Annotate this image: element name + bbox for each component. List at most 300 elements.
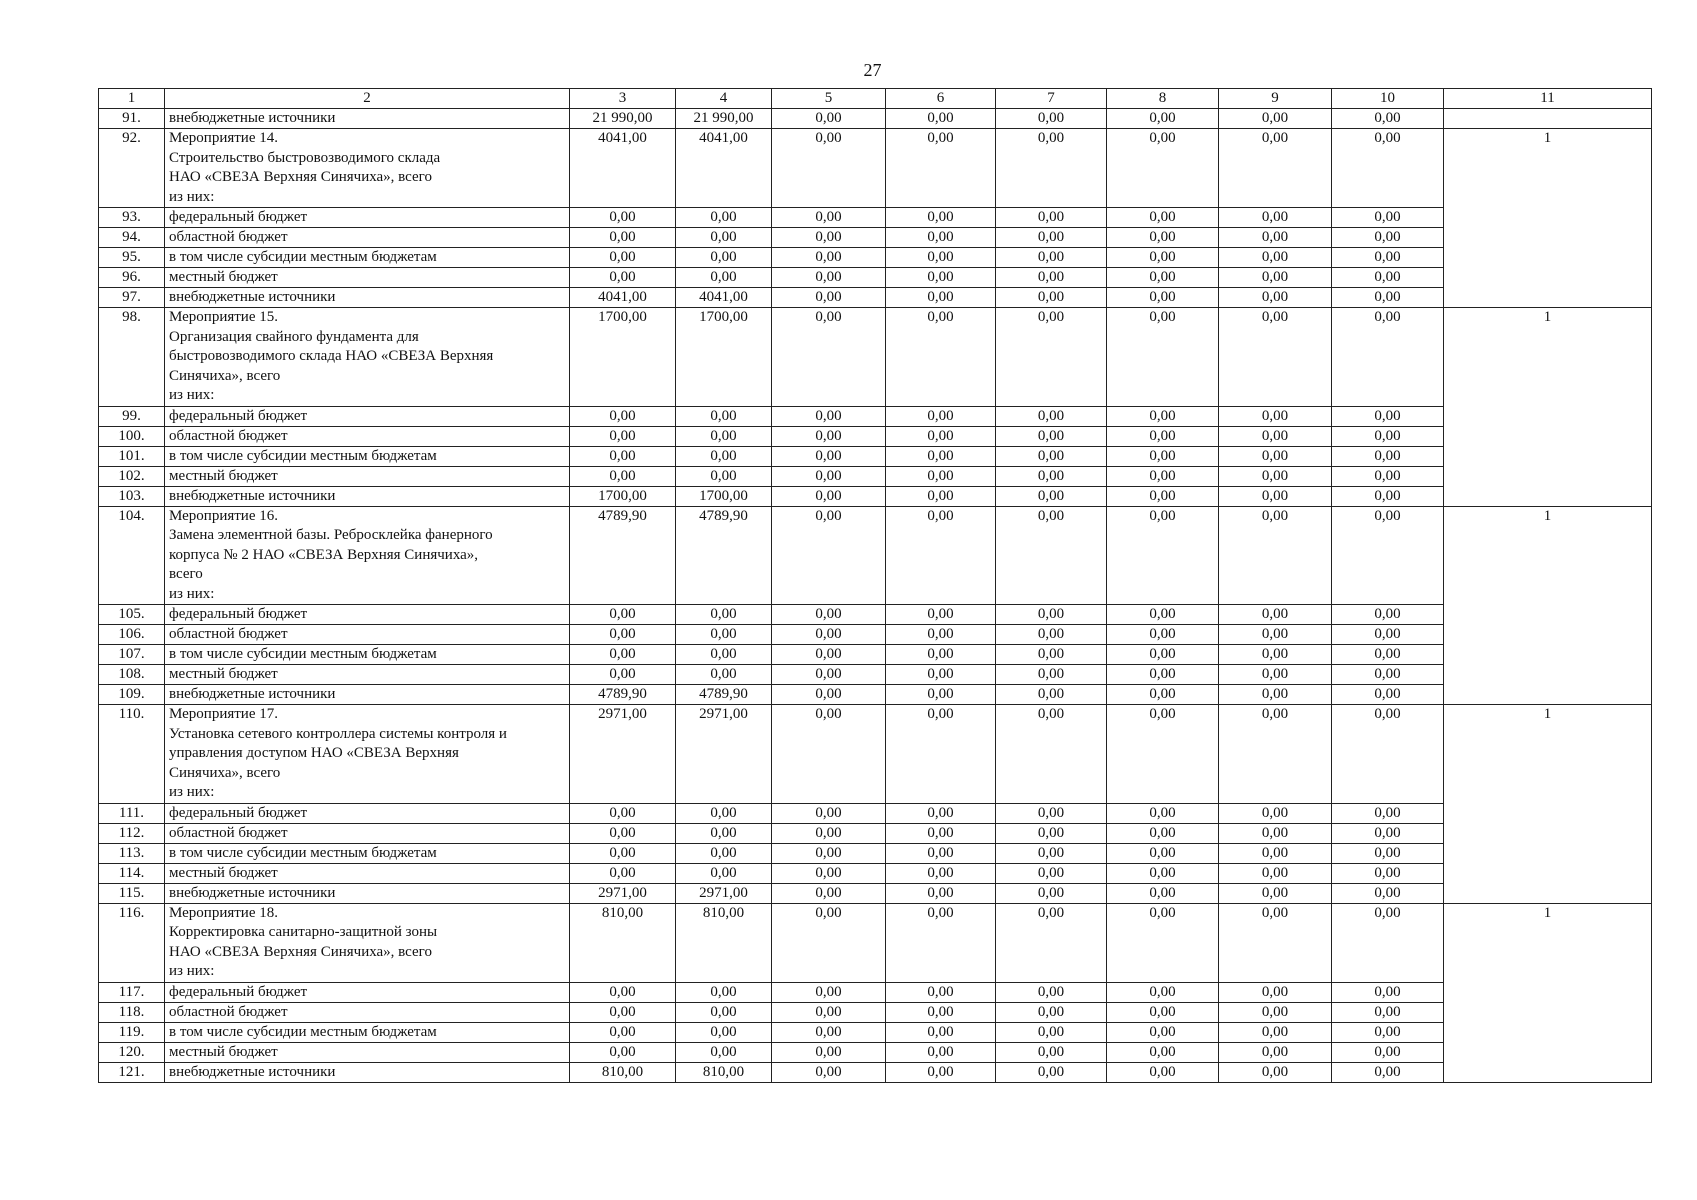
row-number: 96. — [99, 268, 165, 288]
value-cell: 0,00 — [886, 308, 996, 407]
value-cell: 0,00 — [570, 1042, 676, 1062]
value-cell: 0,00 — [1219, 982, 1332, 1002]
measure-description-line: Строительство быстровозводимого склада — [169, 149, 441, 166]
value-cell: 0,00 — [1107, 248, 1219, 268]
row-number: 116. — [99, 903, 165, 982]
column-header: 3 — [570, 89, 676, 109]
value-cell: 0,00 — [886, 406, 996, 426]
value-cell: 0,00 — [1219, 426, 1332, 446]
value-cell: 0,00 — [996, 486, 1107, 506]
value-cell: 0,00 — [1107, 863, 1219, 883]
row-name: в том числе субсидии местным бюджетам — [165, 248, 570, 268]
value-cell: 0,00 — [1219, 823, 1332, 843]
row-number: 117. — [99, 982, 165, 1002]
measure-description-line: НАО «СВЕЗА Верхняя Синячиха», всего — [169, 169, 432, 185]
value-cell: 0,00 — [772, 248, 886, 268]
value-cell: 4041,00 — [570, 129, 676, 208]
value-cell: 0,00 — [1107, 466, 1219, 486]
measure-description-line: Корректировка санитарно-защитной зоны — [169, 924, 438, 940]
value-cell: 0,00 — [996, 1062, 1107, 1082]
value-cell: 0,00 — [1332, 406, 1444, 426]
value-cell: 0,00 — [772, 406, 886, 426]
value-cell: 0,00 — [1332, 268, 1444, 288]
table-row — [99, 1022, 1652, 1042]
value-cell: 0,00 — [676, 982, 772, 1002]
value-cell: 0,00 — [1107, 883, 1219, 903]
value-cell: 0,00 — [570, 803, 676, 823]
value-cell: 0,00 — [772, 446, 886, 466]
value-cell: 0,00 — [996, 903, 1107, 982]
value-cell: 0,00 — [1332, 843, 1444, 863]
value-cell: 21 990,00 — [570, 109, 676, 129]
value-cell: 0,00 — [1107, 308, 1219, 407]
row-number: 108. — [99, 665, 165, 685]
table-row — [99, 1042, 1652, 1062]
row-number: 93. — [99, 208, 165, 228]
value-cell: 0,00 — [772, 426, 886, 446]
value-cell: 0,00 — [996, 109, 1107, 129]
table-row — [99, 883, 1652, 903]
value-cell: 0,00 — [772, 1022, 886, 1042]
page-number: 27 — [863, 60, 882, 80]
value-cell: 0,00 — [996, 705, 1107, 804]
value-cell: 0,00 — [996, 208, 1107, 228]
table-row — [99, 208, 1652, 228]
value-cell: 0,00 — [1332, 109, 1444, 129]
table-row — [99, 625, 1652, 645]
row-number: 119. — [99, 1022, 165, 1042]
row-number: 94. — [99, 228, 165, 248]
column-header: 1 — [99, 89, 165, 109]
value-cell: 0,00 — [1107, 1062, 1219, 1082]
value-cell: 0,00 — [676, 645, 772, 665]
budget-table — [98, 88, 1652, 1083]
value-cell: 0,00 — [1107, 406, 1219, 426]
col11-cell: 1 — [1444, 506, 1652, 705]
row-name: местный бюджет — [165, 268, 570, 288]
value-cell: 810,00 — [570, 903, 676, 982]
value-cell: 0,00 — [996, 665, 1107, 685]
value-cell: 0,00 — [1219, 486, 1332, 506]
value-cell: 0,00 — [996, 883, 1107, 903]
table-row — [99, 248, 1652, 268]
value-cell: 810,00 — [676, 1062, 772, 1082]
value-cell: 810,00 — [570, 1062, 676, 1082]
value-cell: 0,00 — [570, 446, 676, 466]
row-number: 120. — [99, 1042, 165, 1062]
value-cell: 0,00 — [886, 685, 996, 705]
value-cell: 0,00 — [772, 803, 886, 823]
value-cell: 0,00 — [676, 843, 772, 863]
value-cell: 4789,90 — [676, 685, 772, 705]
value-cell: 0,00 — [1107, 665, 1219, 685]
value-cell: 0,00 — [676, 1002, 772, 1022]
value-cell: 0,00 — [676, 466, 772, 486]
value-cell: 0,00 — [1332, 685, 1444, 705]
table-row — [99, 863, 1652, 883]
value-cell: 0,00 — [1219, 268, 1332, 288]
value-cell: 0,00 — [1332, 705, 1444, 804]
value-cell: 0,00 — [886, 625, 996, 645]
value-cell: 0,00 — [1107, 903, 1219, 982]
row-name: внебюджетные источники — [165, 883, 570, 903]
value-cell: 0,00 — [886, 466, 996, 486]
value-cell: 4041,00 — [676, 129, 772, 208]
measure-description-line: Установка сетевого контроллера системы контроля и — [169, 725, 507, 742]
row-name: внебюджетные источники — [165, 685, 570, 705]
value-cell: 0,00 — [996, 1022, 1107, 1042]
value-cell: 0,00 — [996, 625, 1107, 645]
column-header: 11 — [1444, 89, 1652, 109]
value-cell: 0,00 — [1107, 843, 1219, 863]
value-cell: 0,00 — [1332, 506, 1444, 605]
row-name: областной бюджет — [165, 228, 570, 248]
table-row — [99, 665, 1652, 685]
value-cell: 0,00 — [1107, 1022, 1219, 1042]
table-row — [99, 426, 1652, 446]
value-cell: 0,00 — [772, 705, 886, 804]
value-cell: 0,00 — [1332, 863, 1444, 883]
measure-description-line: Мероприятие 16. — [169, 507, 278, 524]
value-cell: 0,00 — [676, 208, 772, 228]
value-cell: 2971,00 — [676, 883, 772, 903]
value-cell: 810,00 — [676, 903, 772, 982]
value-cell: 0,00 — [996, 446, 1107, 466]
value-cell: 0,00 — [772, 268, 886, 288]
row-number: 113. — [99, 843, 165, 863]
value-cell: 0,00 — [772, 466, 886, 486]
measure-description-line: Синячиха», всего — [169, 367, 281, 384]
value-cell: 0,00 — [1107, 288, 1219, 308]
value-cell: 0,00 — [1219, 208, 1332, 228]
value-cell: 0,00 — [1332, 308, 1444, 407]
row-name: внебюджетные источники — [165, 109, 570, 129]
value-cell: 0,00 — [886, 605, 996, 625]
value-cell: 0,00 — [886, 288, 996, 308]
value-cell: 0,00 — [570, 1002, 676, 1022]
value-cell: 0,00 — [886, 705, 996, 804]
col11-cell: 1 — [1444, 129, 1652, 308]
value-cell: 0,00 — [886, 863, 996, 883]
row-number: 114. — [99, 863, 165, 883]
value-cell: 0,00 — [996, 685, 1107, 705]
value-cell: 0,00 — [1219, 605, 1332, 625]
value-cell: 0,00 — [1332, 426, 1444, 446]
measure-description-line: быстровозводимого склада НАО «СВЕЗА Верхняя — [169, 348, 494, 364]
value-cell: 0,00 — [996, 129, 1107, 208]
value-cell: 0,00 — [1107, 208, 1219, 228]
value-cell: 0,00 — [886, 228, 996, 248]
value-cell: 0,00 — [1332, 446, 1444, 466]
value-cell: 0,00 — [1332, 228, 1444, 248]
value-cell: 0,00 — [886, 903, 996, 982]
value-cell: 0,00 — [772, 129, 886, 208]
value-cell: 0,00 — [1219, 685, 1332, 705]
value-cell: 0,00 — [772, 685, 886, 705]
value-cell: 0,00 — [996, 843, 1107, 863]
value-cell: 0,00 — [676, 228, 772, 248]
value-cell: 0,00 — [1219, 1062, 1332, 1082]
value-cell: 0,00 — [1107, 1042, 1219, 1062]
value-cell: 0,00 — [772, 645, 886, 665]
value-cell: 0,00 — [772, 823, 886, 843]
measure-description-line: Замена элементной базы. Ребросклейка фанерного — [169, 527, 493, 543]
value-cell: 0,00 — [996, 823, 1107, 843]
value-cell: 2971,00 — [570, 883, 676, 903]
measure-row — [99, 129, 1652, 208]
value-cell: 0,00 — [772, 625, 886, 645]
measure-description — [165, 308, 570, 407]
value-cell: 0,00 — [886, 645, 996, 665]
value-cell: 0,00 — [570, 843, 676, 863]
measure-row — [99, 903, 1652, 982]
measure-description-line: Мероприятие 15. — [169, 309, 278, 325]
value-cell: 0,00 — [886, 1022, 996, 1042]
value-cell: 4041,00 — [676, 288, 772, 308]
row-number: 109. — [99, 685, 165, 705]
row-name: областной бюджет — [165, 625, 570, 645]
value-cell: 0,00 — [570, 605, 676, 625]
row-number: 118. — [99, 1002, 165, 1022]
row-number: 115. — [99, 883, 165, 903]
row-name: федеральный бюджет — [165, 982, 570, 1002]
value-cell: 0,00 — [1332, 248, 1444, 268]
value-cell: 0,00 — [886, 843, 996, 863]
value-cell: 0,00 — [772, 308, 886, 407]
value-cell: 0,00 — [1219, 288, 1332, 308]
value-cell: 0,00 — [772, 228, 886, 248]
row-name: внебюджетные источники — [165, 288, 570, 308]
value-cell: 1700,00 — [676, 486, 772, 506]
row-number: 111. — [99, 803, 165, 823]
value-cell: 0,00 — [1107, 268, 1219, 288]
value-cell: 0,00 — [886, 883, 996, 903]
value-cell: 0,00 — [1332, 129, 1444, 208]
value-cell: 0,00 — [1332, 1022, 1444, 1042]
measure-description-line: из них: — [169, 188, 215, 205]
value-cell: 0,00 — [886, 109, 996, 129]
value-cell: 0,00 — [676, 625, 772, 645]
col11-cell: 1 — [1444, 903, 1652, 1082]
value-cell: 0,00 — [1107, 506, 1219, 605]
value-cell: 0,00 — [1332, 903, 1444, 982]
value-cell: 0,00 — [886, 208, 996, 228]
value-cell: 0,00 — [1332, 625, 1444, 645]
value-cell: 0,00 — [886, 426, 996, 446]
value-cell: 0,00 — [570, 665, 676, 685]
value-cell: 0,00 — [996, 605, 1107, 625]
table-row — [99, 843, 1652, 863]
value-cell: 0,00 — [772, 863, 886, 883]
value-cell: 4789,90 — [570, 506, 676, 605]
value-cell: 0,00 — [1332, 1042, 1444, 1062]
value-cell: 0,00 — [886, 446, 996, 466]
col11-cell — [1444, 109, 1652, 129]
table-row — [99, 486, 1652, 506]
row-name: областной бюджет — [165, 823, 570, 843]
table-row — [99, 228, 1652, 248]
value-cell: 0,00 — [996, 982, 1107, 1002]
row-number: 103. — [99, 486, 165, 506]
row-number: 102. — [99, 466, 165, 486]
value-cell: 0,00 — [1107, 605, 1219, 625]
table-row — [99, 605, 1652, 625]
value-cell: 0,00 — [772, 288, 886, 308]
value-cell: 0,00 — [996, 248, 1107, 268]
value-cell: 0,00 — [1107, 823, 1219, 843]
value-cell: 0,00 — [1219, 665, 1332, 685]
value-cell: 0,00 — [996, 288, 1107, 308]
value-cell: 0,00 — [1219, 705, 1332, 804]
column-header: 2 — [165, 89, 570, 109]
value-cell: 0,00 — [1219, 1002, 1332, 1022]
row-name: в том числе субсидии местным бюджетам — [165, 645, 570, 665]
value-cell: 0,00 — [1107, 685, 1219, 705]
row-name: федеральный бюджет — [165, 605, 570, 625]
value-cell: 0,00 — [1219, 883, 1332, 903]
measure-description-line: Организация свайного фундамента для — [169, 328, 419, 345]
table-row — [99, 406, 1652, 426]
value-cell: 0,00 — [886, 665, 996, 685]
value-cell: 0,00 — [772, 883, 886, 903]
column-header: 8 — [1107, 89, 1219, 109]
value-cell: 0,00 — [676, 406, 772, 426]
value-cell: 0,00 — [1219, 1042, 1332, 1062]
value-cell: 0,00 — [996, 645, 1107, 665]
value-cell: 0,00 — [1107, 1002, 1219, 1022]
value-cell: 0,00 — [886, 486, 996, 506]
value-cell: 0,00 — [1332, 466, 1444, 486]
value-cell: 0,00 — [772, 506, 886, 605]
value-cell: 0,00 — [886, 506, 996, 605]
row-number: 107. — [99, 645, 165, 665]
value-cell: 0,00 — [676, 1042, 772, 1062]
value-cell: 0,00 — [886, 1002, 996, 1022]
value-cell: 0,00 — [996, 863, 1107, 883]
value-cell: 0,00 — [1107, 228, 1219, 248]
value-cell: 0,00 — [1332, 665, 1444, 685]
value-cell: 0,00 — [772, 1042, 886, 1062]
value-cell: 4789,90 — [676, 506, 772, 605]
value-cell: 0,00 — [772, 1002, 886, 1022]
value-cell: 0,00 — [1332, 288, 1444, 308]
column-header: 7 — [996, 89, 1107, 109]
value-cell: 0,00 — [1107, 705, 1219, 804]
value-cell: 4041,00 — [570, 288, 676, 308]
value-cell: 0,00 — [1219, 466, 1332, 486]
value-cell: 0,00 — [676, 863, 772, 883]
value-cell: 0,00 — [1219, 863, 1332, 883]
measure-description-line: из них: — [169, 784, 215, 800]
value-cell: 0,00 — [886, 248, 996, 268]
row-name: внебюджетные источники — [165, 486, 570, 506]
value-cell: 0,00 — [570, 248, 676, 268]
row-number: 110. — [99, 705, 165, 804]
row-name: в том числе субсидии местным бюджетам — [165, 843, 570, 863]
measure-description-line: НАО «СВЕЗА Верхняя Синячиха», всего — [169, 943, 432, 960]
measure-row — [99, 308, 1652, 407]
value-cell: 0,00 — [1219, 446, 1332, 466]
value-cell: 0,00 — [886, 803, 996, 823]
row-name: местный бюджет — [165, 1042, 570, 1062]
value-cell: 1700,00 — [570, 308, 676, 407]
value-cell: 0,00 — [570, 1022, 676, 1042]
value-cell: 0,00 — [570, 625, 676, 645]
value-cell: 0,00 — [676, 268, 772, 288]
value-cell: 1700,00 — [676, 308, 772, 407]
value-cell: 0,00 — [1219, 406, 1332, 426]
value-cell: 0,00 — [996, 1042, 1107, 1062]
value-cell: 0,00 — [676, 426, 772, 446]
value-cell: 0,00 — [570, 228, 676, 248]
value-cell: 0,00 — [1332, 645, 1444, 665]
value-cell: 0,00 — [676, 605, 772, 625]
value-cell: 0,00 — [1332, 208, 1444, 228]
value-cell: 0,00 — [772, 665, 886, 685]
row-number: 104. — [99, 506, 165, 605]
value-cell: 21 990,00 — [676, 109, 772, 129]
value-cell: 0,00 — [772, 843, 886, 863]
measure-description-line: корпуса № 2 НАО «СВЕЗА Верхняя Синячиха», — [169, 546, 479, 563]
value-cell: 0,00 — [772, 109, 886, 129]
measure-description-line: Мероприятие 14. — [169, 130, 278, 146]
value-cell: 0,00 — [1107, 486, 1219, 506]
value-cell: 0,00 — [996, 803, 1107, 823]
measure-description-line: из них: — [169, 585, 215, 602]
measure-description-line: всего — [169, 566, 203, 582]
value-cell: 0,00 — [996, 308, 1107, 407]
value-cell: 0,00 — [886, 1062, 996, 1082]
measure-description-line: управления доступом НАО «СВЕЗА Верхняя — [169, 745, 459, 761]
measure-description-line: Мероприятие 18. — [169, 904, 278, 921]
row-number: 100. — [99, 426, 165, 446]
measure-description-line: из них: — [169, 963, 215, 979]
measure-row — [99, 705, 1652, 804]
table-row — [99, 645, 1652, 665]
measure-description — [165, 129, 570, 208]
value-cell: 0,00 — [1107, 109, 1219, 129]
value-cell: 0,00 — [996, 228, 1107, 248]
value-cell: 0,00 — [772, 1062, 886, 1082]
row-number: 99. — [99, 406, 165, 426]
row-number: 121. — [99, 1062, 165, 1082]
measure-description-line: Синячиха», всего — [169, 764, 281, 781]
table-row — [99, 803, 1652, 823]
row-name: в том числе субсидии местным бюджетам — [165, 1022, 570, 1042]
value-cell: 0,00 — [886, 823, 996, 843]
value-cell: 0,00 — [772, 605, 886, 625]
value-cell: 0,00 — [1219, 803, 1332, 823]
value-cell: 0,00 — [886, 268, 996, 288]
value-cell: 0,00 — [1107, 426, 1219, 446]
row-name: областной бюджет — [165, 426, 570, 446]
column-header: 6 — [886, 89, 996, 109]
col11-cell: 1 — [1444, 705, 1652, 904]
value-cell: 0,00 — [1107, 982, 1219, 1002]
value-cell: 0,00 — [1219, 109, 1332, 129]
value-cell: 0,00 — [570, 406, 676, 426]
value-cell: 0,00 — [676, 248, 772, 268]
table-body — [99, 109, 1652, 1083]
value-cell: 0,00 — [570, 268, 676, 288]
value-cell: 1700,00 — [570, 486, 676, 506]
value-cell: 0,00 — [996, 1002, 1107, 1022]
value-cell: 0,00 — [772, 903, 886, 982]
value-cell: 0,00 — [1219, 1022, 1332, 1042]
value-cell: 0,00 — [1107, 803, 1219, 823]
value-cell: 0,00 — [772, 486, 886, 506]
value-cell: 0,00 — [570, 645, 676, 665]
